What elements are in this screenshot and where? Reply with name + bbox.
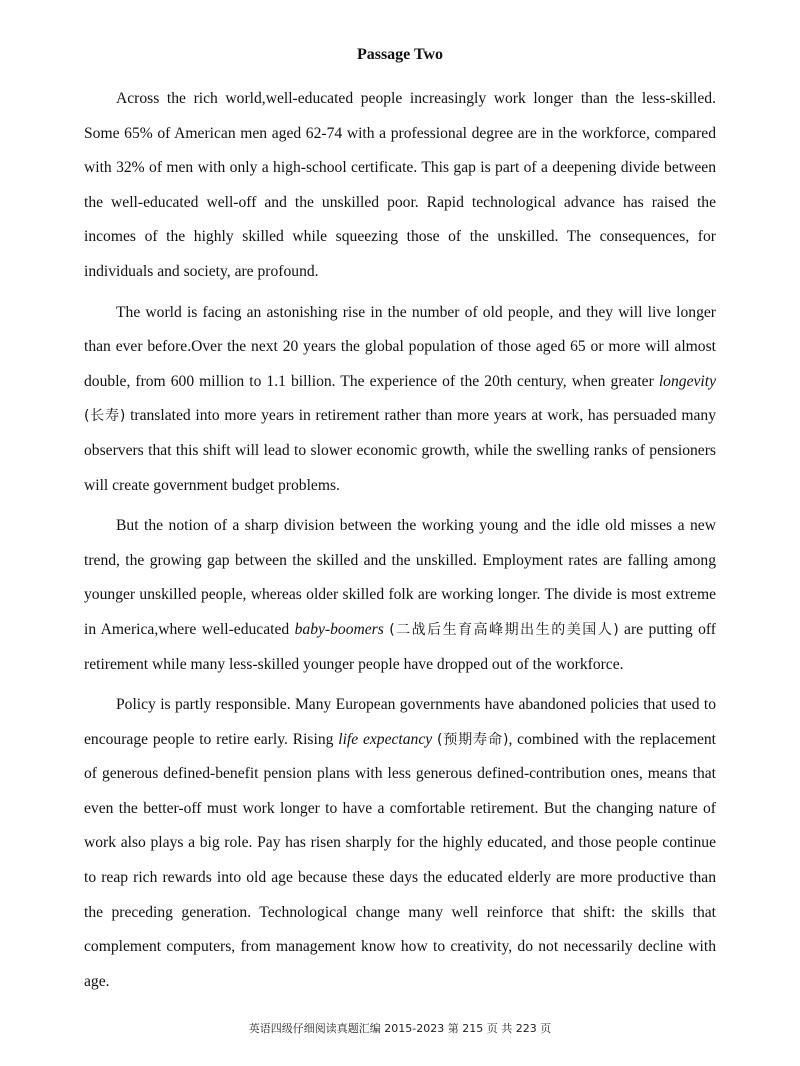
paragraph-4-text-b: , combined with the replacement of generous defined-benefit pension plans with less generous defined-contribution ones, means that even the better-off must work longer to have a comfortable retirement. But the changing nature of work also plays a big role. Pay has risen sharply for the highly educated, and those people continue to reap rich rewards into old age because these days the educated elderly are more productive than the preceding generation. Technological change many well reinforce that shift: the skills that complement computers, from management know how to creativity, do not necessarily decline with age. <box>84 730 716 990</box>
paragraph-3-text-a: But the notion of a sharp division between the working young and the idle old misses a new trend, the growing gap between the skilled and the unskilled. Employment rates are falling among younger unskilled people, whereas older skilled folk are working longer. The divide is most extreme in America,where well-educated <box>84 517 716 638</box>
paragraph-4 <box>84 688 716 999</box>
gloss-baby-boomers: (二战后生育高峰期出生的美国人) <box>389 621 619 638</box>
term-baby-boomers: baby-boomers <box>294 620 384 638</box>
paragraph-2-text-b: translated into more years in retirement rather than more years at work, has persuaded many observers that this shift will lead to slower economic growth, while the swelling ranks of pensioners will create government budget problems. <box>84 407 716 494</box>
gloss-life-expectancy: (预期寿命) <box>437 731 509 748</box>
term-longevity: longevity <box>658 372 716 390</box>
paragraph-2 <box>84 296 716 504</box>
page-footer: 英语四级仔细阅读真题汇编 2015-2023 第 215 页 共 223 页 <box>248 1022 552 1035</box>
term-life-expectancy: life expectancy <box>338 730 433 748</box>
paragraph-4-text-a: Policy is partly responsible. Many European governments have abandoned policies that used to encourage people to retire early. Rising <box>84 696 716 748</box>
paragraph-3 <box>84 509 716 682</box>
paragraph-3-text-b: are putting off retirement while many less-skilled younger people have dropped out of the workforce. <box>84 620 716 673</box>
passage-body <box>84 82 716 1005</box>
paragraph-1: Across the rich world,well-educated people increasingly work longer than the less-skilled. Some 65% of American men aged 62-74 with a professional degree are in the workforce, compared with 32% of men with only a high-school certificate. This gap is part of a deepening divide between the well-educated well-off and the unskilled poor. Rapid technological advance has raised the incomes of the highly skilled while squeezing those of the unskilled. The consequences, for individuals and society, are profound. <box>84 90 716 280</box>
passage-title: Passage Two <box>356 46 444 63</box>
paragraph-2-text-a: The world is facing an astonishing rise in the number of old people, and they will live longer than ever before.Over the next 20 years the global population of those aged 65 or more will almost double, from 600 million to 1.1 billion. The experience of the 20th century, when greater <box>84 303 716 390</box>
gloss-longevity: (长寿) <box>84 408 126 425</box>
